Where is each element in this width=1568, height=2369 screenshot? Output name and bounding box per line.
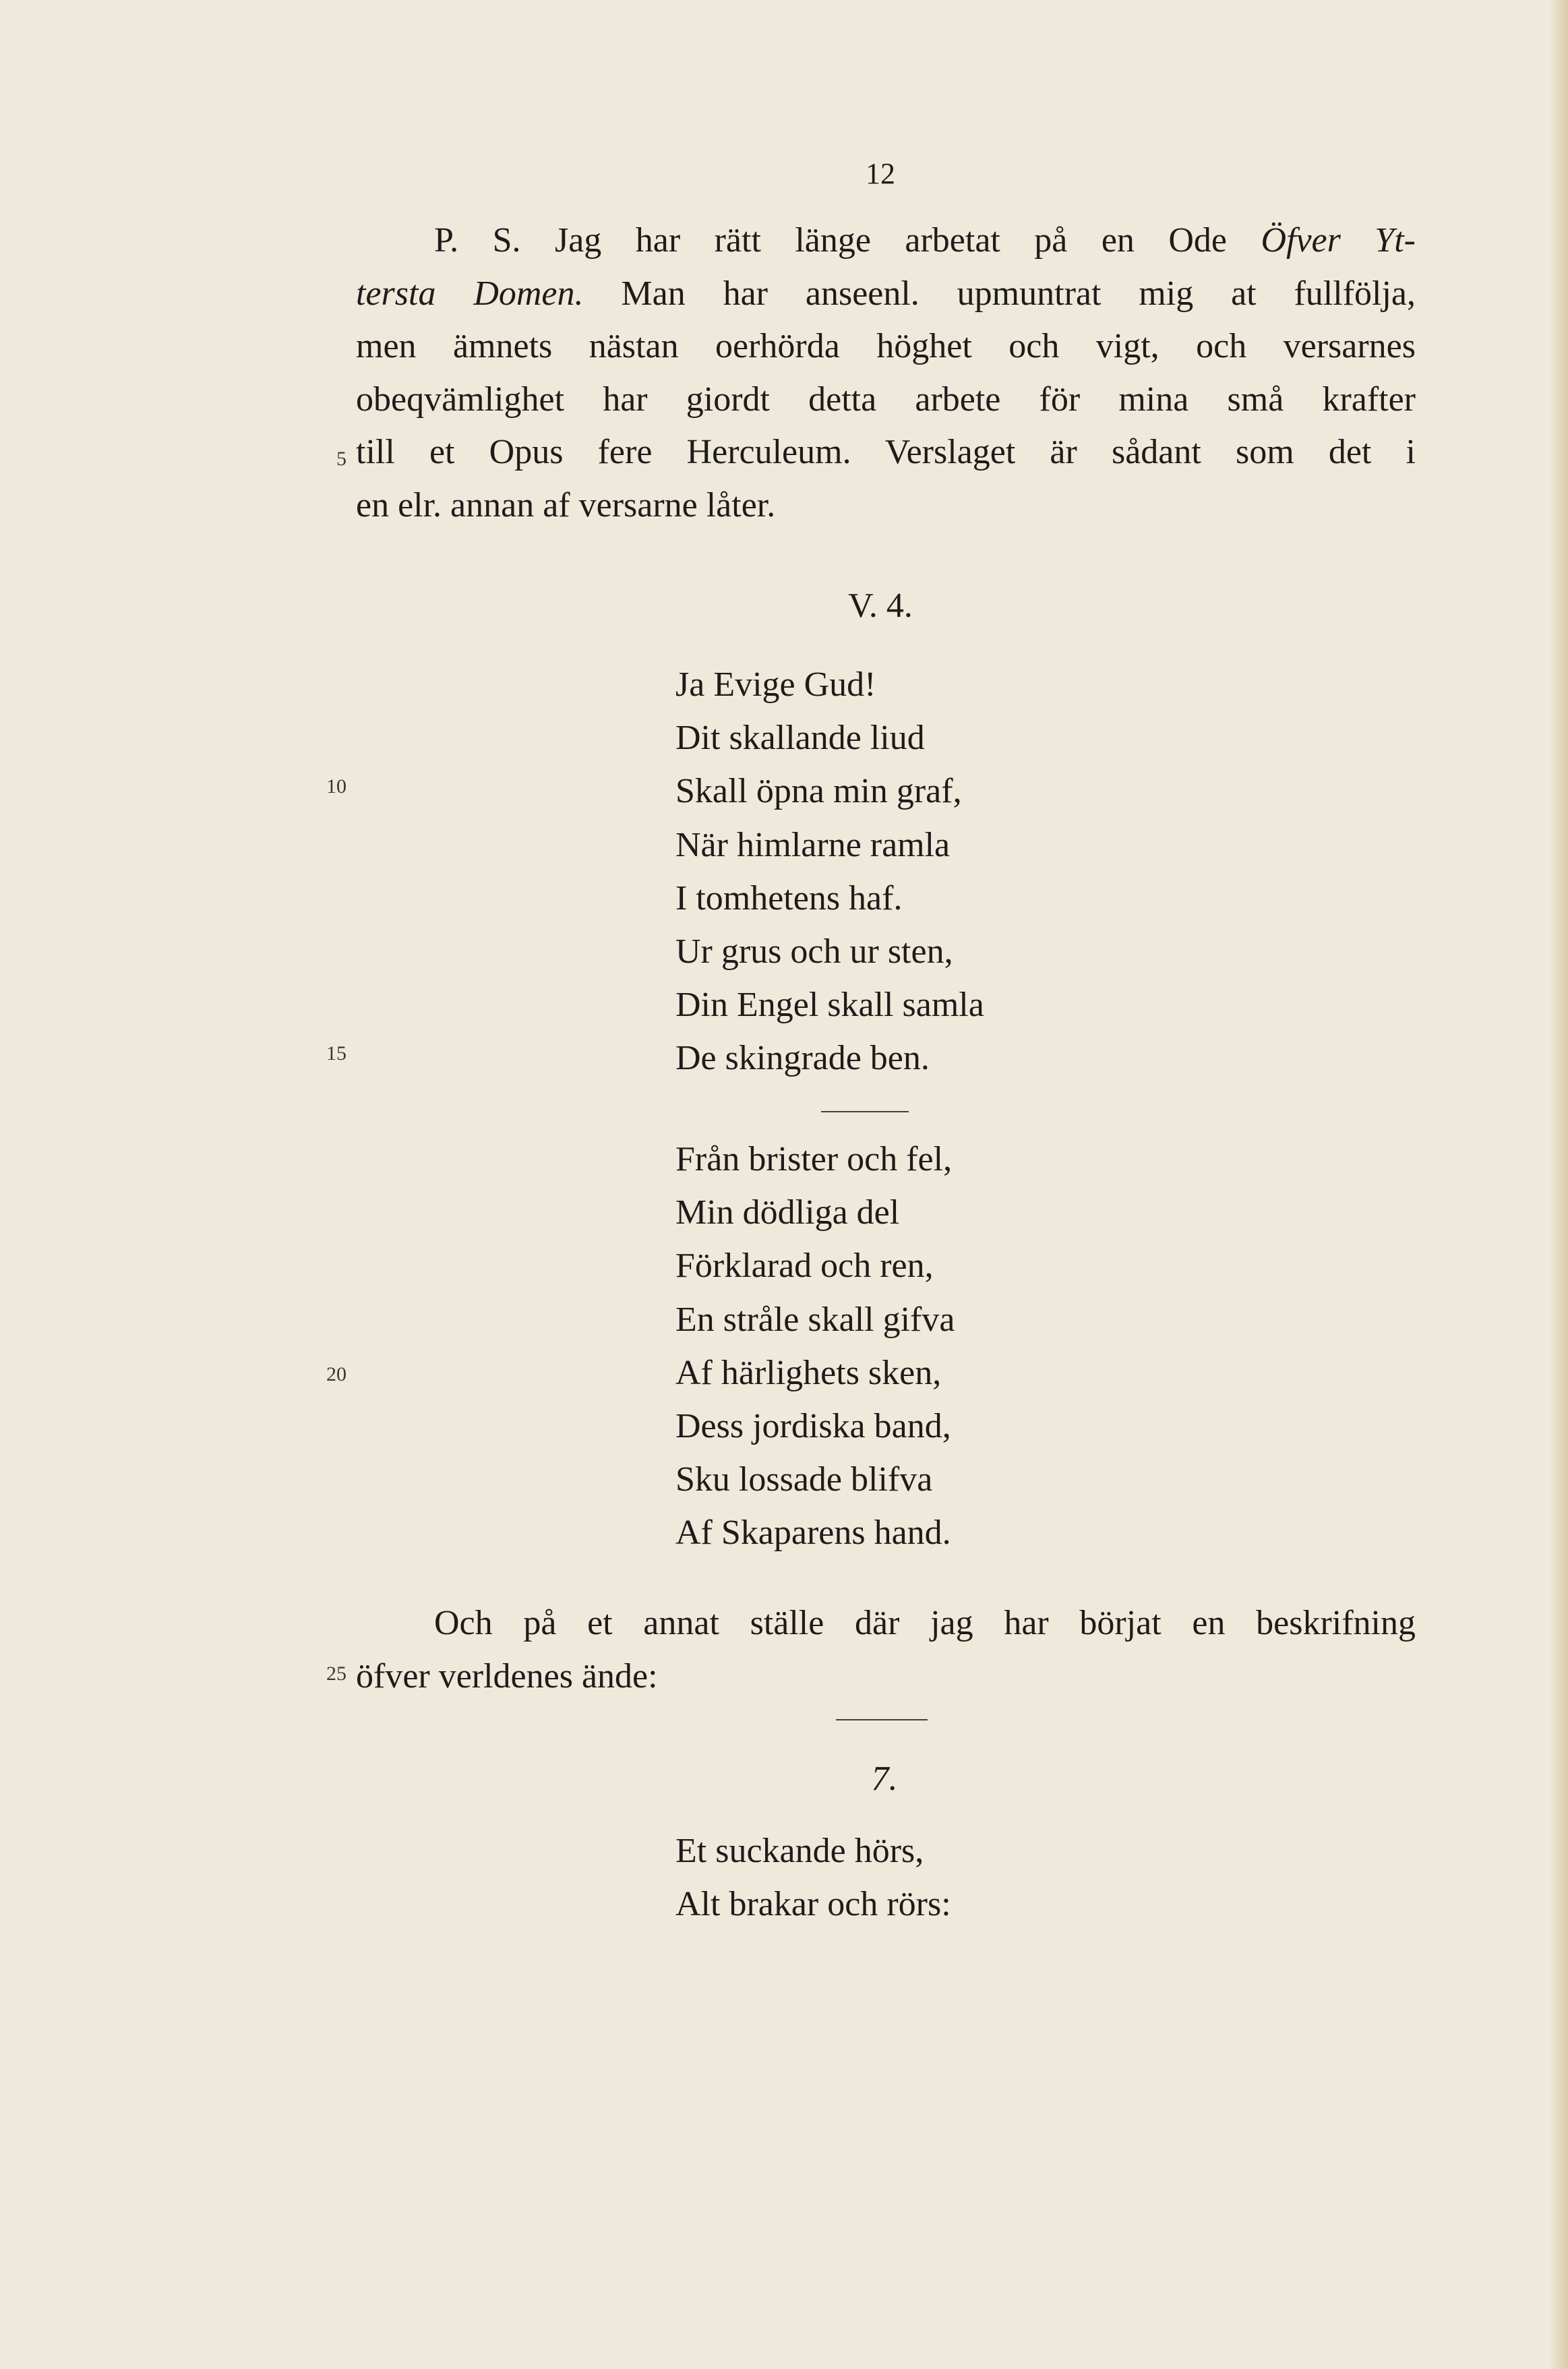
line-number: 15 bbox=[326, 1042, 346, 1064]
section-divider bbox=[836, 1719, 928, 1720]
text-run: Man har anseenl. upmuntrat mig at fullfölja, bbox=[583, 274, 1416, 313]
italic-title: tersta Domen. bbox=[356, 274, 584, 313]
text-line: till et Opus fere Herculeum. Verslaget är sådant som det i bbox=[356, 433, 1416, 471]
stanza bbox=[675, 1824, 951, 1931]
ps-paragraph bbox=[356, 214, 1416, 532]
text-run: P. S. Jag har rätt länge arbetat på en Ode bbox=[434, 221, 1227, 260]
stanza-divider bbox=[821, 1111, 909, 1112]
verse-line: I tomhetens haf. bbox=[675, 878, 903, 918]
verse-line: Sku lossade blifva bbox=[675, 1460, 933, 1499]
verse-line: När himlarne ramla bbox=[675, 825, 951, 864]
text-line: obeqvämlighet har giordt detta arbete för mina små krafter bbox=[356, 380, 1416, 419]
text-line: Och på et annat ställe där jag har börjat en beskrifning bbox=[434, 1604, 1416, 1642]
verse-line: Et suckande hörs, bbox=[675, 1832, 924, 1870]
line-number: 5 bbox=[336, 448, 346, 470]
stanza bbox=[675, 1133, 955, 1560]
closing-paragraph bbox=[356, 1596, 1416, 1703]
text-line: en elr. annan af versarne låter. bbox=[356, 485, 776, 524]
verse-line: Af Skaparens hand. bbox=[675, 1513, 951, 1553]
verse-line: Alt brakar och rörs: bbox=[675, 1885, 951, 1924]
text-line: öfver verldenes ände: bbox=[356, 1657, 658, 1696]
text-line bbox=[356, 268, 1416, 321]
stanza bbox=[675, 658, 984, 1085]
verse-line: Dess jordiska band, bbox=[675, 1406, 951, 1445]
verse-line: Af härlighets sken, bbox=[675, 1353, 942, 1392]
verse-line: Ur grus och ur sten, bbox=[675, 932, 953, 971]
text-line bbox=[356, 214, 1416, 268]
line-number: 20 bbox=[326, 1363, 346, 1385]
verse-line: Skall öpna min graf, bbox=[675, 772, 962, 811]
verse-line: Ja Evige Gud! bbox=[675, 665, 876, 704]
verse-line: Från brister och fel, bbox=[675, 1140, 953, 1178]
verse-line: Dit skallande liud bbox=[675, 719, 925, 758]
section-heading: 7. bbox=[871, 1760, 898, 1798]
text-line: men ämnets nästan oerhörda höghet och vigt, och versarnes bbox=[356, 327, 1416, 365]
verse-line: En stråle skall gifva bbox=[675, 1300, 955, 1339]
italic-title: Öfver Yt- bbox=[1261, 221, 1416, 260]
line-number: 25 bbox=[326, 1662, 346, 1685]
line-number: 10 bbox=[326, 775, 346, 798]
page-edge bbox=[1549, 0, 1568, 2369]
page-number: 12 bbox=[866, 157, 895, 190]
verse-line: Förklarad och ren, bbox=[675, 1247, 934, 1286]
verse-line: De skingrade ben. bbox=[675, 1039, 930, 1078]
verse-line: Din Engel skall samla bbox=[675, 986, 984, 1025]
verse-line: Min dödliga del bbox=[675, 1193, 900, 1232]
verse-heading: V. 4. bbox=[848, 587, 913, 625]
